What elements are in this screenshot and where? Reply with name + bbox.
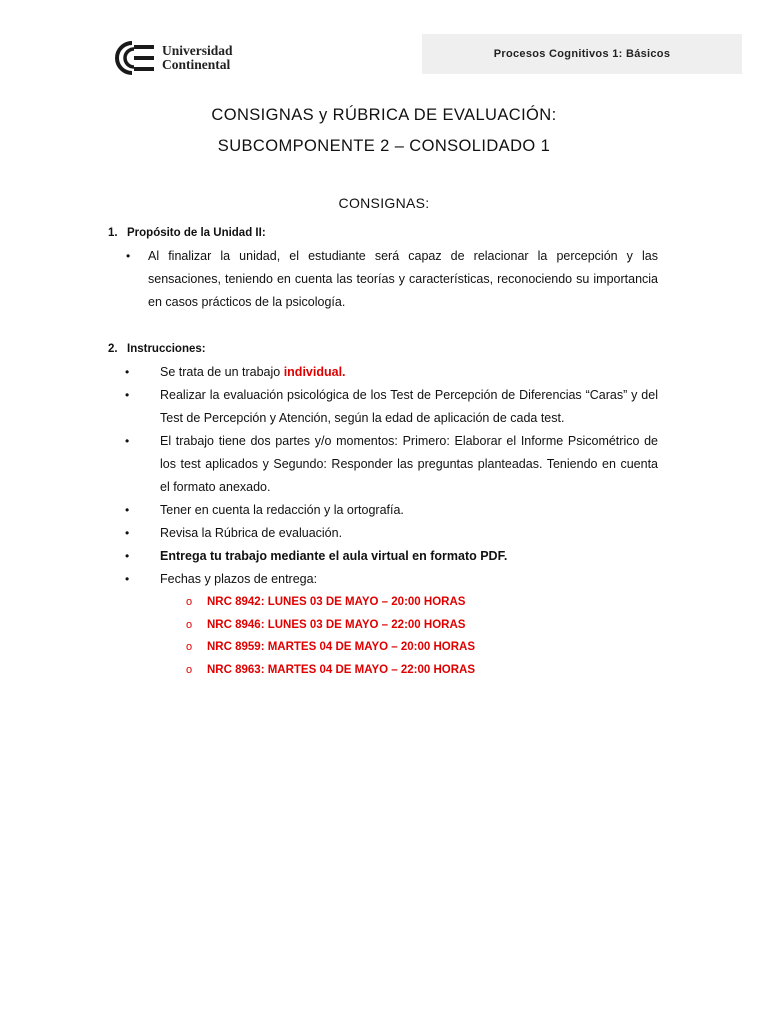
bullet-icon: • — [125, 526, 130, 540]
purpose-heading-text: Propósito de la Unidad II: — [127, 227, 266, 239]
list-item — [108, 522, 658, 545]
instructions-number: 2. — [108, 343, 118, 355]
course-name-box — [422, 34, 742, 74]
bullet-icon: • — [126, 249, 131, 263]
circle-bullet-icon: o — [186, 618, 193, 631]
list-item — [108, 545, 658, 568]
university-logo-text — [162, 44, 233, 72]
list-item — [108, 568, 658, 591]
deadline-text: NRC 8963: MARTES 04 DE MAYO – 22:00 HORAS — [207, 663, 475, 676]
bullet-icon: • — [125, 365, 130, 379]
circle-bullet-icon: o — [186, 641, 193, 653]
document-subtitle: SUBCOMPONENTE 2 – CONSOLIDADO 1 — [217, 137, 551, 155]
list-item — [108, 430, 658, 499]
instructions-list — [108, 361, 658, 591]
logo-line-1: Universidad — [162, 43, 233, 58]
section-heading-consignas: CONSIGNAS: — [338, 195, 430, 211]
course-name: Procesos Cognitivos 1: Básicos — [493, 48, 671, 60]
university-logo-icon — [108, 41, 156, 75]
bullet-icon: • — [125, 388, 130, 402]
instruction-text: Se trata de un trabajo — [160, 365, 284, 379]
bullet-icon: • — [125, 572, 130, 586]
bullet-icon: • — [125, 503, 130, 517]
deadline-list — [108, 591, 658, 681]
instructions-heading — [108, 338, 658, 361]
document-title: CONSIGNAS y RÚBRICA DE EVALUACIÓN: — [211, 106, 557, 124]
instructions-heading-text: Instrucciones: — [127, 343, 206, 355]
deadline-item — [108, 636, 658, 659]
deadline-text: NRC 8959: MARTES 04 DE MAYO – 20:00 HORAS — [207, 641, 475, 653]
list-item — [108, 245, 658, 314]
instruction-text: Revisa la Rúbrica de evaluación. — [160, 526, 343, 540]
circle-bullet-icon: o — [186, 663, 193, 676]
deadline-item — [108, 591, 658, 614]
bullet-icon: • — [125, 549, 130, 563]
deadline-item — [108, 659, 658, 682]
list-item — [108, 384, 658, 430]
list-item — [108, 499, 658, 522]
instruction-text: El trabajo tiene dos partes y/o momentos: Primero: Elaborar el Informe Psicométrico de los test aplicados y Segundo: Responder las preguntas planteadas. Teniendo en cuenta el formato anexado. — [160, 434, 658, 494]
circle-bullet-icon: o — [186, 596, 193, 608]
instruction-text: Tener en cuenta la redacción y la ortografía. — [160, 503, 404, 517]
individual-highlight: individual. — [283, 365, 346, 379]
list-item — [108, 361, 658, 384]
instruction-text: Fechas y plazos de entrega: — [160, 572, 318, 586]
instruction-text-bold: Entrega tu trabajo mediante el aula virtual en formato PDF. — [160, 549, 508, 563]
purpose-number: 1. — [108, 227, 118, 239]
purpose-text: Al finalizar la unidad, el estudiante será capaz de relacionar la percepción y las sensaciones, teniendo en cuenta las teorías y características, reconociendo su importancia en casos prácticos de la psicología. — [148, 249, 658, 309]
deadline-item — [108, 614, 658, 637]
deadline-text: NRC 8946: LUNES 03 DE MAYO – 22:00 HORAS — [207, 618, 466, 631]
university-logo — [108, 40, 233, 76]
deadline-text: NRC 8942: LUNES 03 DE MAYO – 20:00 HORAS — [207, 596, 466, 608]
document-body — [108, 222, 658, 681]
instruction-text: Realizar la evaluación psicológica de los Test de Percepción de Diferencias “Caras” y del Test de Percepción y Atención, según la edad de aplicación de cada test. — [160, 388, 658, 425]
purpose-list — [108, 245, 658, 314]
purpose-heading — [108, 222, 658, 245]
bullet-icon: • — [125, 434, 130, 448]
logo-line-2: Continental — [162, 57, 231, 72]
